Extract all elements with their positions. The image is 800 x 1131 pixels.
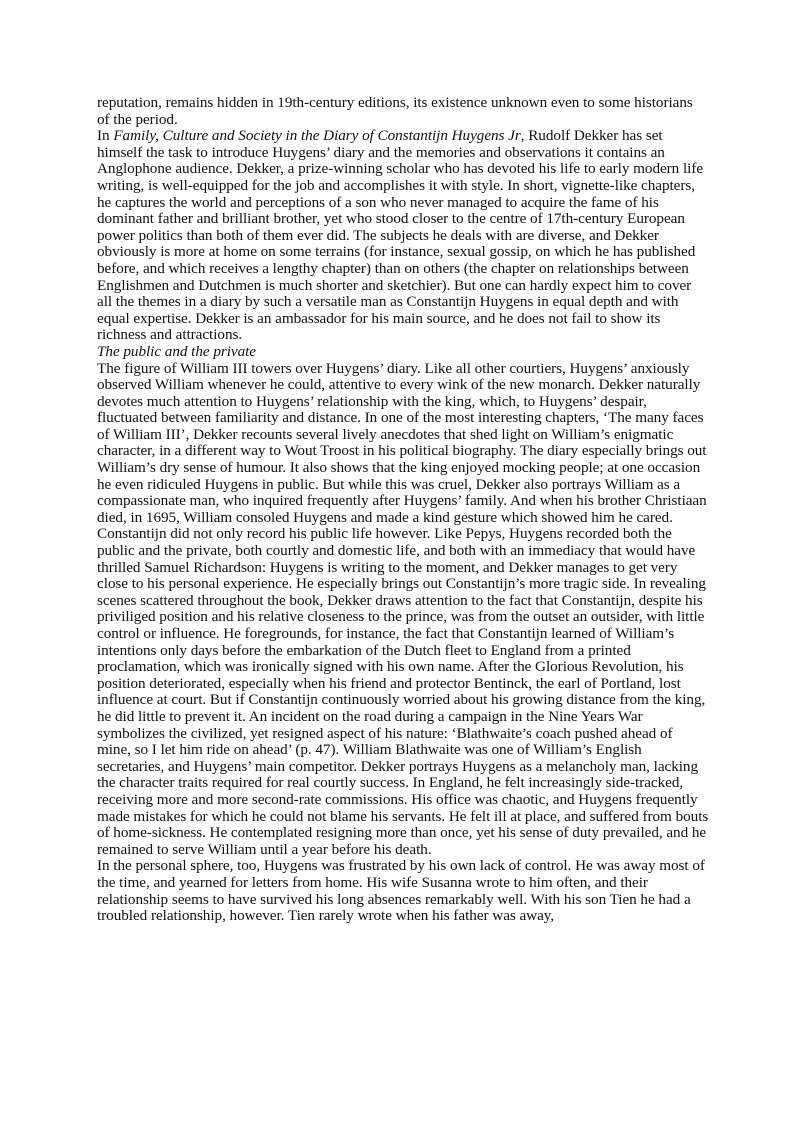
paragraph-constantijn: Constantijn did not only record his public life however. Like Pepys, Huygens recorded both the public and the private, both courtly and domestic life, and both with an immediacy that would have thrilled Samuel Richardson: Huygens is writing to the moment, and Dekker manages to get very close to his personal experience. He especially brings out Constantijn’s more tragic side. In revealing scenes scattered throughout the book, Dekker draws attention to the fact that Constantijn, despite his priviliged position and his relative closeness to the prince, was from the outset an outsider, with little control or influence. He foregrounds, for instance, the fact that Constantijn learned of William’s intentions only days before the embarkation of the Dutch fleet to England from a printed proclamation, which was ironically signed with his own name. After the Glorious Revolution, his position deteriorated, especially when his friend and protector Bentinck, the earl of Portland, lost influence at court. But if Constantijn continuously worried about his growing distance from the king, he did little to prevent it. An incident on the road during a campaign in the Nine Years War symbolizes the civilized, yet resigned aspect of his nature: ‘Blathwaite’s coach pushed ahead of mine, so I let him ride on ahead’ (p. 47). William Blathwaite was one of William’s English secretaries, and Huygens’ main competitor. Dekker portrays Huygens as a melancholy man, lacking the character traits required for real courtly success. In England, he felt increasingly side-tracked, receiving more and more second-rate commissions. His office was chaotic, and Huygens frequently made mistakes for which he could not blame his servants. He felt ill at place, and suffered from bouts of home-sickness. He contemplated resigning more than once, yet his sense of duty prevailed, and he remained to serve William until a year before his death. (97, 525, 709, 858)
intro-lead: In (97, 127, 114, 145)
document-page (97, 95, 709, 925)
paragraph-personal: In the personal sphere, too, Huygens was frustrated by his own lack of control. He was away most of the time, and yearned for letters from home. His wife Susanna wrote to him often, and their relationship seems to have survived his long absences remarkably well. With his son Tien he had a troubled relationship, however. Tien rarely wrote when his father was away, (97, 857, 705, 925)
section-heading: The public and the private (97, 342, 256, 360)
intro-rest: , Rudolf Dekker has set himself the task to introduce Huygens’ diary and the memories and observations it contains an Anglophone audience. Dekker, a prize-winning scholar who has devoted his life to early modern life writing, is well-equipped for the job and accomplishes it with style. In short, vignette-like chapters, he captures the world and perceptions of a son who never managed to acquire the fame of his dominant father and brilliant brother, yet who stood closer to the centre of 17th-century European power politics than both of them ever did. The subjects he deals with are diverse, and Dekker obviously is more at home on some terrains (for instance, sexual gossip, on which he has published before, and which receives a lengthy chapter) than on others (the chapter on relationships between Englishmen and Dutchmen is much shorter and sketchier). But one can hardly expect him to cover all the themes in a diary by such a versatile man as Constantijn Huygens in equal depth and with equal expertise. Dekker is an ambassador for his main source, and he does not fail to show its richness and attractions. (97, 127, 704, 344)
paragraph-continuation: reputation, remains hidden in 19th-century editions, its existence unknown even to some historians of the period. (97, 94, 693, 128)
paragraph-william: The figure of William III towers over Huygens’ diary. Like all other courtiers, Huygens’ anxiously observed William whenever he could, attentive to every wink of the new monarch. Dekker naturally devotes much attention to Huygens’ relationship with the king, which, to Huygens’ despair, fluctuated between familiarity and distance. In one of the most interesting chapters, ‘The many faces of William III’, Dekker recounts several lively anecdotes that shed light on William’s enigmatic character, in a different way to Wout Troost in his political biography. The diary especially brings out William’s dry sense of humour. It also shows that the king enjoyed mocking people; at one occasion he even ridiculed Huygens in public. But while this was cruel, Dekker also portrays William as a compassionate man, who inquired frequently after Huygens’ family. And when his brother Christiaan died, in 1695, William consoled Huygens and made a kind gesture which showed him he cared. (97, 359, 707, 526)
paragraph-introduction (97, 128, 709, 344)
book-title: Family, Culture and Society in the Diary of Constantijn Huygens Jr (113, 127, 521, 145)
